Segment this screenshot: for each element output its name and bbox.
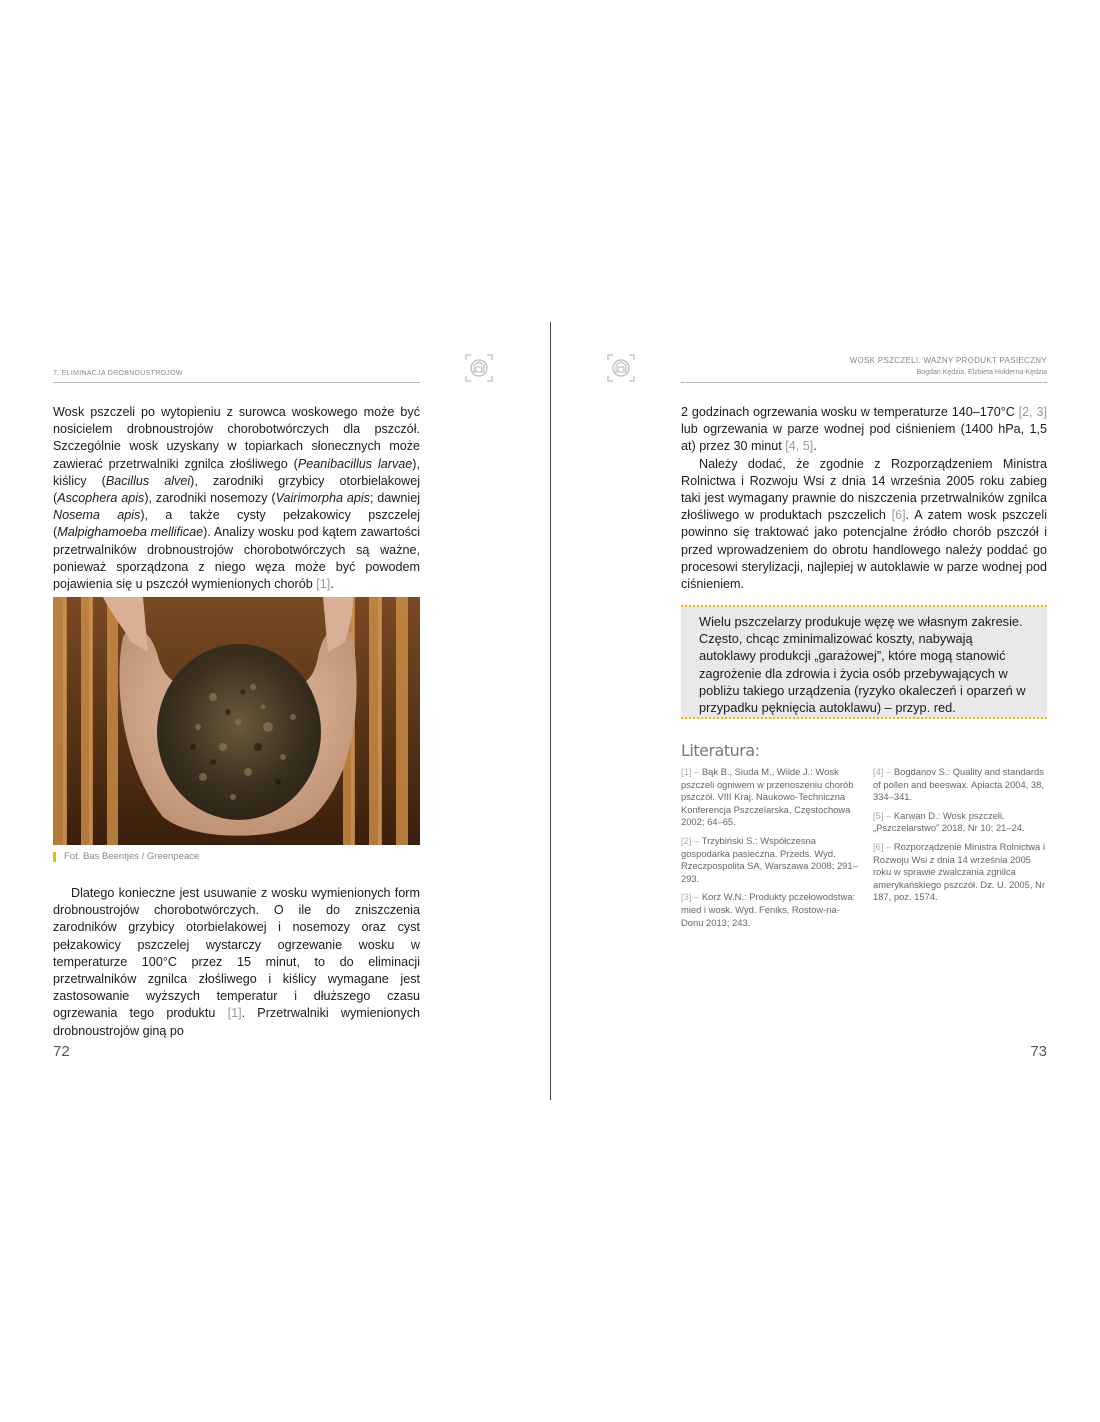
page-number: 73: [1030, 1043, 1047, 1060]
literature-entry: [873, 841, 1051, 904]
citation-ref[interactable]: [1]: [227, 1006, 242, 1021]
literature-entry-text: Karwan D.: Wosk pszczeli. „Pszczelarstwo” 2018, Nr 10; 21–24.: [873, 809, 1025, 834]
literature-entry: [681, 766, 859, 829]
intro-text-run: ). Analizy wosku pod kątem zawartości przetrwalników drobnoustrojów chorobotwórczych są ważne, ponieważ sporządzona z niego węza może być powodem pojawienia się u pszczół wymienionych chorób: [53, 525, 420, 592]
intro-text-run: ), zarodniki grzybicy otorbielakowej (: [53, 473, 420, 506]
closing-paragraph: [53, 885, 420, 1040]
literature-entry-number: [2] –: [681, 834, 700, 846]
latin-name: Ascophera apis: [57, 491, 145, 506]
continuation-part-a: 2 godzinach ogrzewania wosku w temperaturze 140–170°C: [681, 405, 1019, 419]
literature-entry: [681, 891, 859, 929]
running-head-chapter: 7. ELIMINACJA DROBNOUSTROJÓW: [53, 370, 183, 377]
literature-entry: [873, 766, 1051, 804]
literature-entry-number: [5] –: [873, 809, 892, 821]
citation-ref[interactable]: [2, 3]: [1018, 405, 1047, 419]
intro-text-run: ), kiślicy (: [53, 456, 420, 488]
intro-text-run: ; dawniej: [369, 491, 420, 506]
latin-name: Malpighamoeba mellificae: [57, 525, 204, 540]
running-head-title: WOSK PSZCZELI. WAŻNY PRODUKT PASIECZNY: [849, 356, 1047, 365]
literature-column-right: [873, 766, 1051, 910]
running-head-authors: Bogdan Kędzia, Elżbieta Hołderna-Kędzia: [916, 369, 1047, 376]
latin-name: Peanibacillus larvae: [297, 456, 413, 471]
literature-entry-number: [1] –: [681, 766, 700, 777]
citation-ref[interactable]: [1]: [316, 577, 331, 592]
literature-entry-text: Korż W.N.: Produkty pczełowodstwa: mied i wosk. Wyd. Feniks, Rostow-na-Donu 2013; 243.: [681, 891, 856, 928]
header-rule: [53, 382, 420, 383]
regulation-text-a: Należy dodać, że zgodnie z Rozporządzeniem Ministra Rolnictwa i Rozwoju Wsi z dnia 14 września 2005 roku zabieg taki jest wymagany prawnie do niszczenia przetrwalników zgnilca złośliwego w produktach pszczelich: [681, 456, 1047, 523]
literature-entry: [681, 835, 859, 885]
photo-caption: Fot. Bas Beentjes / Greenpeace: [53, 851, 199, 862]
latin-name: Bacillus alvei: [105, 473, 191, 488]
literature-column-left: [681, 766, 859, 935]
regulation-text-b: . A zatem wosk pszczeli powinno się traktować jako potencjalne źródło chorób pszczół i przed wprowadzeniem do obrotu handlowego należy poddać go procesowi sterylizacji, najlepiej w autoklawie w parze wodnej pod ciśnieniem.: [681, 508, 1047, 592]
literature-entry-number: [4] –: [873, 766, 892, 777]
continuation-text: [681, 404, 1047, 593]
photo-hands-with-wax: [53, 597, 420, 845]
intro-text-run: Wosk pszczeli po wytopieniu z surowca woskowego może być nosicielem drobnoustrojów chorobotwórczych dla pszczół. Szczególnie wosk uzyskany w topiarkach słonecznych może zawierać przetrwalniki zgnilca złośliwego (: [53, 405, 420, 471]
literature-entry-text: Bogdanov S.: Quality and standards of pollen and beeswax. Apiacta 2004, 38, 334–341.: [873, 766, 1044, 803]
literature-heading: Literatura:: [681, 741, 760, 760]
closing-paragraph-text: Dlatego konieczne jest usuwanie z wosku wymienionych form drobnoustrojów chorobotwórczych. O ile do zniszczenia zarodników grzybicy otorbielakowej i nosemozy oraz cyst pełzakowicy pszczelej wystarczy ogrzewanie wosku w temperaturze 100°C przez 15 minut, to do eliminacji przetrwalników zgnilca złośliwego i kiślicy wymagane jest zastosowanie wyższych temperatur i dłuższego czasu ogrzewania tego produktu: [53, 886, 420, 1021]
intro-text-run: .: [330, 577, 334, 592]
editor-note-text: Wielu pszczelarzy produkuje węzę we własnym zakresie. Często, chcąc zminimalizować koszty, nabywają autoklawy produkcji „garażowej”, które mogą stanowić zagrożenie dla zdrowia i życia osób przebywających w pobliżu takiego urządzenia (ryzyko okaleczeń i oparzeń w przypadku pęknięcia autoklawu) – przyp. red.: [699, 614, 1026, 716]
literature-entry-number: [6] –: [873, 840, 892, 852]
literature-entry-text: Rozporządzenie Ministra Rolnictwa i Rozwoju Wsi z dnia 14 września 2005 roku w sprawie zwalczania zgnilca amerykańskiego pszczół. Dz. U. 2005, Nr 187, poz. 1574.: [873, 840, 1045, 903]
citation-ref[interactable]: [6]: [891, 508, 906, 523]
intro-paragraph: [53, 404, 420, 593]
latin-name: Nosema apis: [53, 508, 141, 523]
latin-name: Vairimorpha apis: [275, 491, 370, 506]
literature-entry-number: [3] –: [681, 891, 700, 903]
page-gutter-divider: [550, 322, 551, 1100]
intro-text-run: ), zarodniki nosemozy (: [144, 491, 276, 506]
continuation-part-b: lub ogrzewania w parze wodnej pod ciśnieniem (1400 hPa, 1,5 at) przez 30 minut: [681, 422, 1047, 454]
editor-note-box: [681, 605, 1047, 719]
literature-entry-text: Bąk B., Siuda M., Wilde J.: Wosk pszczeli ogniwem w przenoszeniu chorób pszczół. VIII Kraj. Naukowo-Techniczna Konferencja Pszczelarska, Częstochowa 2002; 64–65.: [681, 766, 854, 828]
continuation-part-c: .: [813, 439, 817, 454]
literature-entry-text: Trzybiński S.: Współczesna gospodarka pasieczna. Przeds. Wyd. Rzeczpospolita SA, Warszawa 2008; 291–293.: [681, 834, 858, 884]
hive-emblem-icon: [464, 353, 494, 383]
intro-text-run: ), a także cysty pełzakowicy pszczelej (: [53, 508, 421, 540]
running-head: [850, 356, 1047, 376]
header-rule: [681, 382, 1047, 383]
hive-emblem-icon: [606, 353, 636, 383]
page-number: 72: [53, 1043, 70, 1060]
closing-paragraph-tail: . Przetrwalniki wymienionych drobnoustrojów giną po: [53, 1006, 420, 1038]
literature-entry: [873, 810, 1051, 835]
citation-ref[interactable]: [4, 5]: [785, 439, 814, 454]
